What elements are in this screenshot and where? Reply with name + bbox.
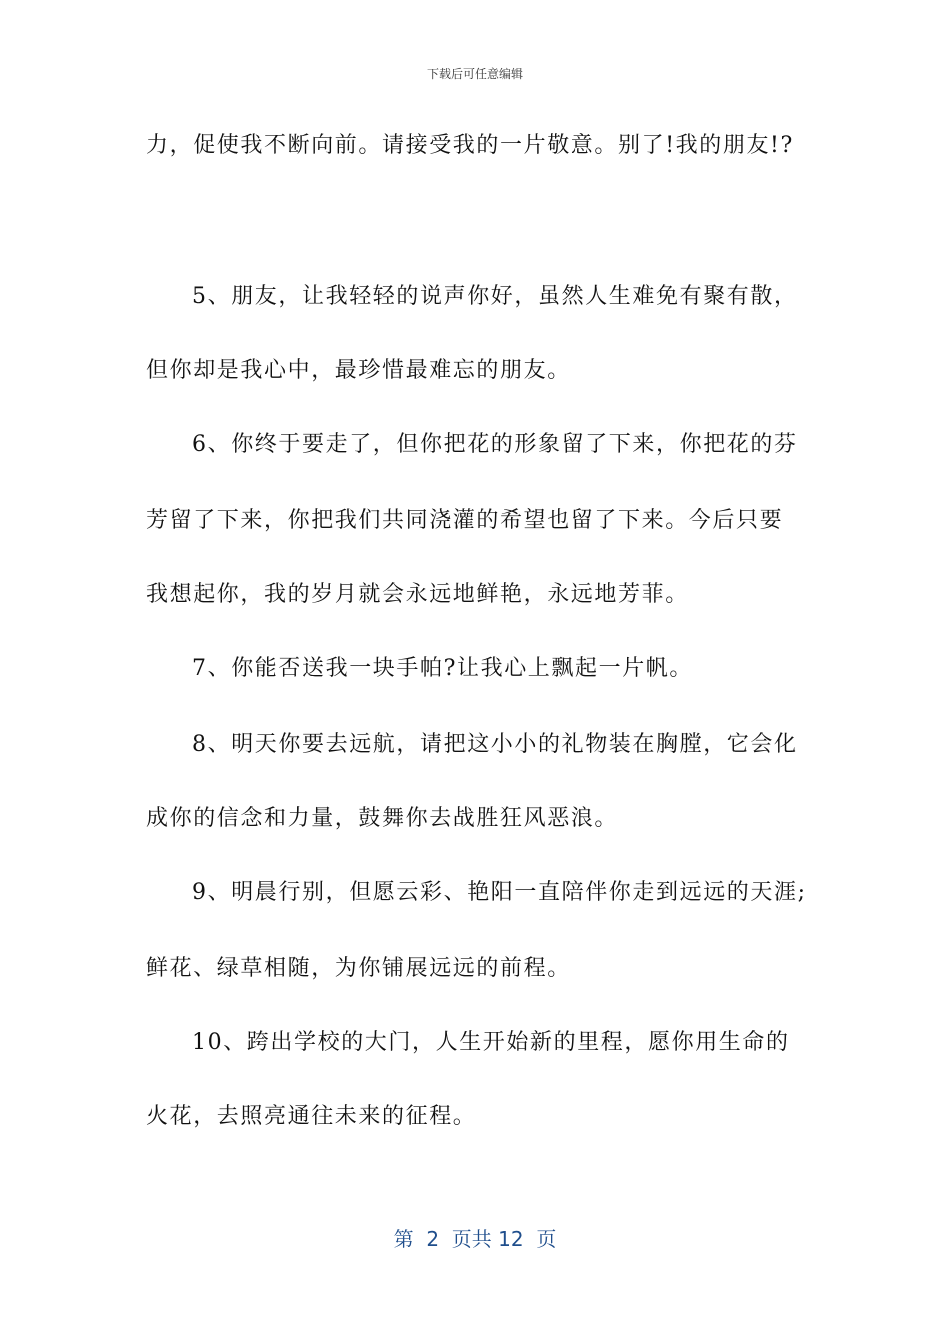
paragraph-5-line-2: 但你却是我心中，最珍惜最难忘的朋友。 bbox=[146, 358, 571, 383]
page-header: 下载后可任意编辑 bbox=[426, 67, 523, 81]
page-number-footer: 第 2 页共 12 页 bbox=[393, 1227, 557, 1251]
paragraph-10-line-1: 10、跨出学校的大门，人生开始新的里程，愿你用生命的 bbox=[192, 1030, 790, 1055]
paragraph-8-line-1: 8、明天你要去远航，请把这小小的礼物装在胸膛，它会化 bbox=[192, 732, 798, 757]
paragraph-9-line-2: 鲜花、绿草相随，为你铺展远远的前程。 bbox=[146, 956, 571, 981]
paragraph-7-line-1: 7、你能否送我一块手帕?让我心上飘起一片帆。 bbox=[192, 656, 693, 681]
paragraph-4-line-1: 力，促使我不断向前。请接受我的一片敬意。别了!我的朋友!? bbox=[146, 133, 794, 158]
paragraph-8-line-2: 成你的信念和力量，鼓舞你去战胜狂风恶浪。 bbox=[146, 806, 619, 831]
paragraph-6-line-2: 芳留了下来，你把我们共同浇灌的希望也留了下来。今后只要 bbox=[146, 508, 784, 533]
paragraph-6-line-3: 我想起你，我的岁月就会永远地鲜艳，永远地芳菲。 bbox=[146, 582, 689, 607]
paragraph-5-line-1: 5、朋友，让我轻轻的说声你好，虽然人生难免有聚有散， bbox=[192, 284, 798, 309]
paragraph-6-line-1: 6、你终于要走了，但你把花的形象留了下来，你把花的芬 bbox=[192, 432, 798, 457]
paragraph-10-line-2: 火花，去照亮通往未来的征程。 bbox=[146, 1104, 477, 1129]
paragraph-9-line-1: 9、明晨行别，但愿云彩、艳阳一直陪伴你走到远远的天涯; bbox=[192, 880, 807, 905]
